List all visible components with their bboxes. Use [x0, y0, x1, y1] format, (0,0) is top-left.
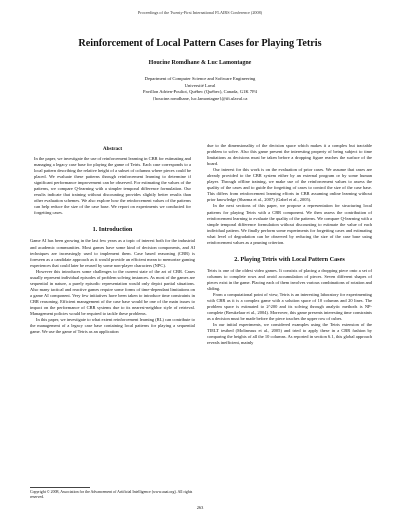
section-introduction	[30, 226, 195, 335]
paragraph: Game AI has been growing in the last few years as a topic of interest both for the industrial and academic communities. Most games have some kind of decision components, and AI techniques are increasingly used to implement them. Case based reasoning (CBR) is foreseen as a candidate approach as it would provide an efficient mean to memorize gaming experiences that could later be reused by some non-player characters (NPC).	[30, 238, 195, 268]
paragraph: In our initial experiments, we considered examples using the Tetris extension of the TIELT testbed (Molineaux et al., 2005) and tried to apply these in a CBR fashion by comparing the heights of all the 10 columns. As reported in section 6.1, this global approach reveals inefficient, mainly	[207, 322, 372, 346]
abstract-block	[30, 146, 195, 216]
affiliation-address: Pavillon Adrien-Pouliot, Québec (Québec), Canada, G1K 7P4	[143, 89, 257, 95]
left-column	[30, 146, 195, 335]
right-column	[207, 143, 372, 346]
copyright-footnote: Copyright © 2008, Association for the Advancement of Artificial Intelligence (www.aaai.org). All rights reserved.	[30, 490, 193, 500]
paragraph: From a computational point of view, Tetris is an interesting laboratory for experimenting with CBR as it is a complex game with a solution space of 10 columns and 20 lines. The problem space is estimated to 2^200 and its solving through analytic methods is NP-complete (Breukelaar et al., 2004). Moreover, this game presents interesting time constraints as a decision must be made before the piece touches the upper row of cubes.	[207, 291, 372, 322]
affiliation-university: Université Laval	[184, 82, 216, 88]
affiliation-department: Department of Computer Science and Software Engineering	[144, 76, 256, 81]
paragraph: However this introduces some challenges to the current state of the art of CBR. Cases usually represent individual episodes of problem solving instances. As most of the games are sequential in nature, a purely episodic representation would only depict partial situations. Also many tactical and reactive games require some forms of time-dependant limitations on a game AI component. Very few initiatives have been taken to introduce time constraints in CBR reasoning. Efficient management of the case base would be one of the main issues to impact on the performance of CBR systems due to its nearest-neighbor style of retrieval. Management policies would be required to tackle these problems.	[30, 268, 195, 317]
paper-title: Reinforcement of Local Pattern Cases for Playing Tetris	[78, 38, 322, 49]
affiliation-email: {houcine.romdhane, luc.lamontagne}@ift.ulaval.ca	[152, 95, 248, 101]
running-head: Proceedings of the Twenty-First International FLAIRS Conference (2008)	[137, 10, 263, 15]
paragraph: Tetris is one of the oldest video games. It consists of placing a dropping piece onto a set of columns to complete rows and avoid accumulation of pieces. Seven different shapes of pieces exist in the game. Placing each of them involves various combinations of rotation and sliding.	[207, 267, 372, 291]
paragraph: In this paper, we investigate to what extent reinforcement learning (RL) can contribute to the management of a legacy case base containing local patterns for playing a sequential game. We use the game of Tetris as an application	[30, 317, 195, 335]
paragraph: due to the dimensionality of the decision space which makes it a complex but tractable problem to solve. Also this game present the interesting property of being subject to time limitations as decisions must be taken before a dropping figure reaches the surface of the board.	[207, 143, 372, 167]
affiliation-block	[60, 76, 340, 102]
abstract-text: In the paper, we investigate the use of reinforcement learning in CBR for estimating and managing a legacy case base for playing the game of Tetris. Each case corresponds to a local pattern describing the relative height of a subset of columns where pieces could be placed. We evaluate these patterns through reinforcement learning to determine if significant performance improvement can be observed. For estimating the values of the patterns, we compare Q-learning with a simpler temporal difference formulation. Our results indicate that training without discounting provides slightly better results than other evaluation schemes. We also explore how the reinforcement values of the patterns can help reduce the size of the case base. We report on experiments we conducted for forgetting cases.	[34, 156, 191, 216]
author-names: Houcine Romdhane & Luc Lamontagne	[148, 60, 252, 66]
section-heading-playing-tetris: 2. Playing Tetris with Local Pattern Cases	[234, 255, 345, 263]
abstract-heading: Abstract	[102, 146, 123, 152]
section-playing-tetris	[207, 256, 372, 347]
paragraph: Our interest for this work is on the evaluation of prior cases. We assume that cases are already provided to the CBR system either by an external program or by some human player. Through offline training, we make use of the reinforcement values to assess the quality of the cases and to guide the forgetting of cases to control the size of the case base. This differs from reinforcement learning efforts in CBR assuming online learning without prior knowledge (Sharma et al., 2007) (Gabel et al., 2005).	[207, 167, 372, 203]
section-heading-introduction: 1. Introduction	[92, 226, 133, 234]
paragraph: In the next sections of this paper, we propose a representation for structuring local patterns for playing Tetris with a CBR component. We then assess the contribution of reinforcement learning to evaluate the quality of the patterns. We compare Q-learning with a simple temporal difference formulation without discounting to estimate the value of each individual pattern. We finally perform some experiments for forgetting cases and estimating what level of degradation can be observed by reducing the size of the case base using reinforcement values as a pruning criterion.	[207, 203, 372, 245]
page-number: 263	[196, 505, 204, 510]
footnote-divider	[30, 487, 90, 488]
